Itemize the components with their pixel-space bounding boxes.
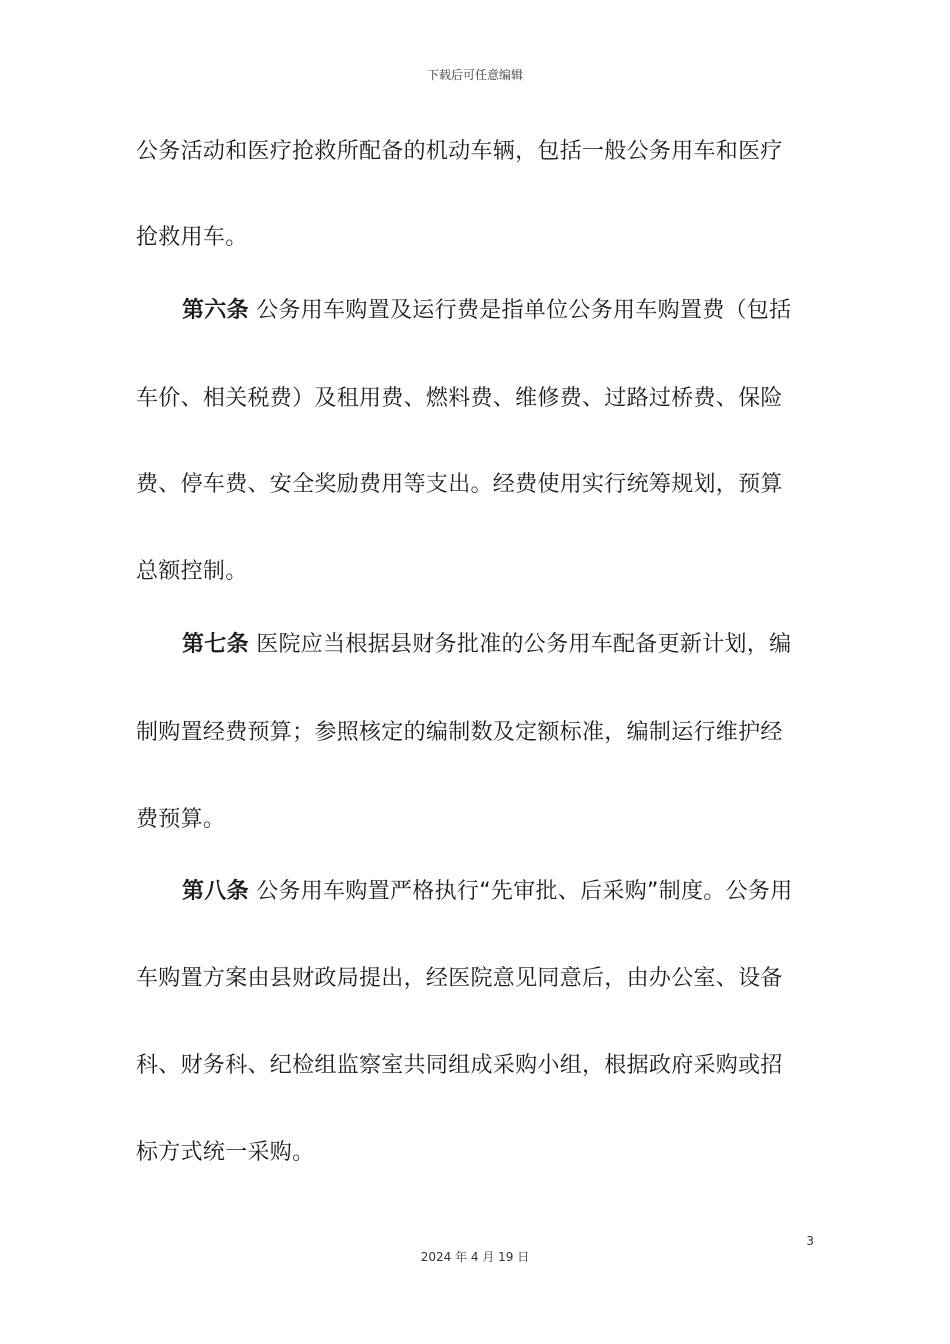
article-text: 医院应当根据县财务批准的公务用车配备更新计划，编	[248, 632, 792, 657]
article-text: 公务用车购置严格执行“先审批、后采购”制度。公务用	[248, 879, 793, 904]
article-heading: 第六条	[182, 298, 249, 323]
footer-date: 2024 年 4 月 19 日	[420, 1250, 530, 1264]
article-7-first-line	[182, 630, 816, 660]
body-line: 抢救用车。	[136, 225, 248, 250]
page-number: 3	[806, 1234, 814, 1248]
body-line: 车价、相关税费）及租用费、燃料费、维修费、过路过桥费、保险	[136, 386, 783, 411]
page-header: 下载后可任意编辑	[426, 68, 523, 82]
body-line: 制购置经费预算；参照核定的编制数及定额标准，编制运行维护经	[136, 720, 783, 745]
article-8-first-line	[182, 877, 816, 907]
body-line: 费、停车费、安全奖励费用等支出。经费使用实行统筹规划，预算	[136, 472, 783, 497]
body-line: 车购置方案由县财政局提出，经医院意见同意后，由办公室、设备	[136, 966, 783, 991]
article-heading: 第八条	[182, 879, 249, 904]
body-line: 公务活动和医疗抢救所配备的机动车辆，包括一般公务用车和医疗	[136, 139, 783, 164]
article-text: 公务用车购置及运行费是指单位公务用车购置费（包括	[248, 298, 792, 323]
article-6-first-line	[182, 296, 816, 326]
body-line: 费预算。	[136, 807, 226, 832]
body-line: 标方式统一采购。	[136, 1140, 315, 1165]
body-line: 科、财务科、纪检组监察室共同组成采购小组，根据政府采购或招	[136, 1053, 783, 1078]
body-line: 总额控制。	[136, 559, 248, 584]
article-heading: 第七条	[182, 632, 249, 657]
